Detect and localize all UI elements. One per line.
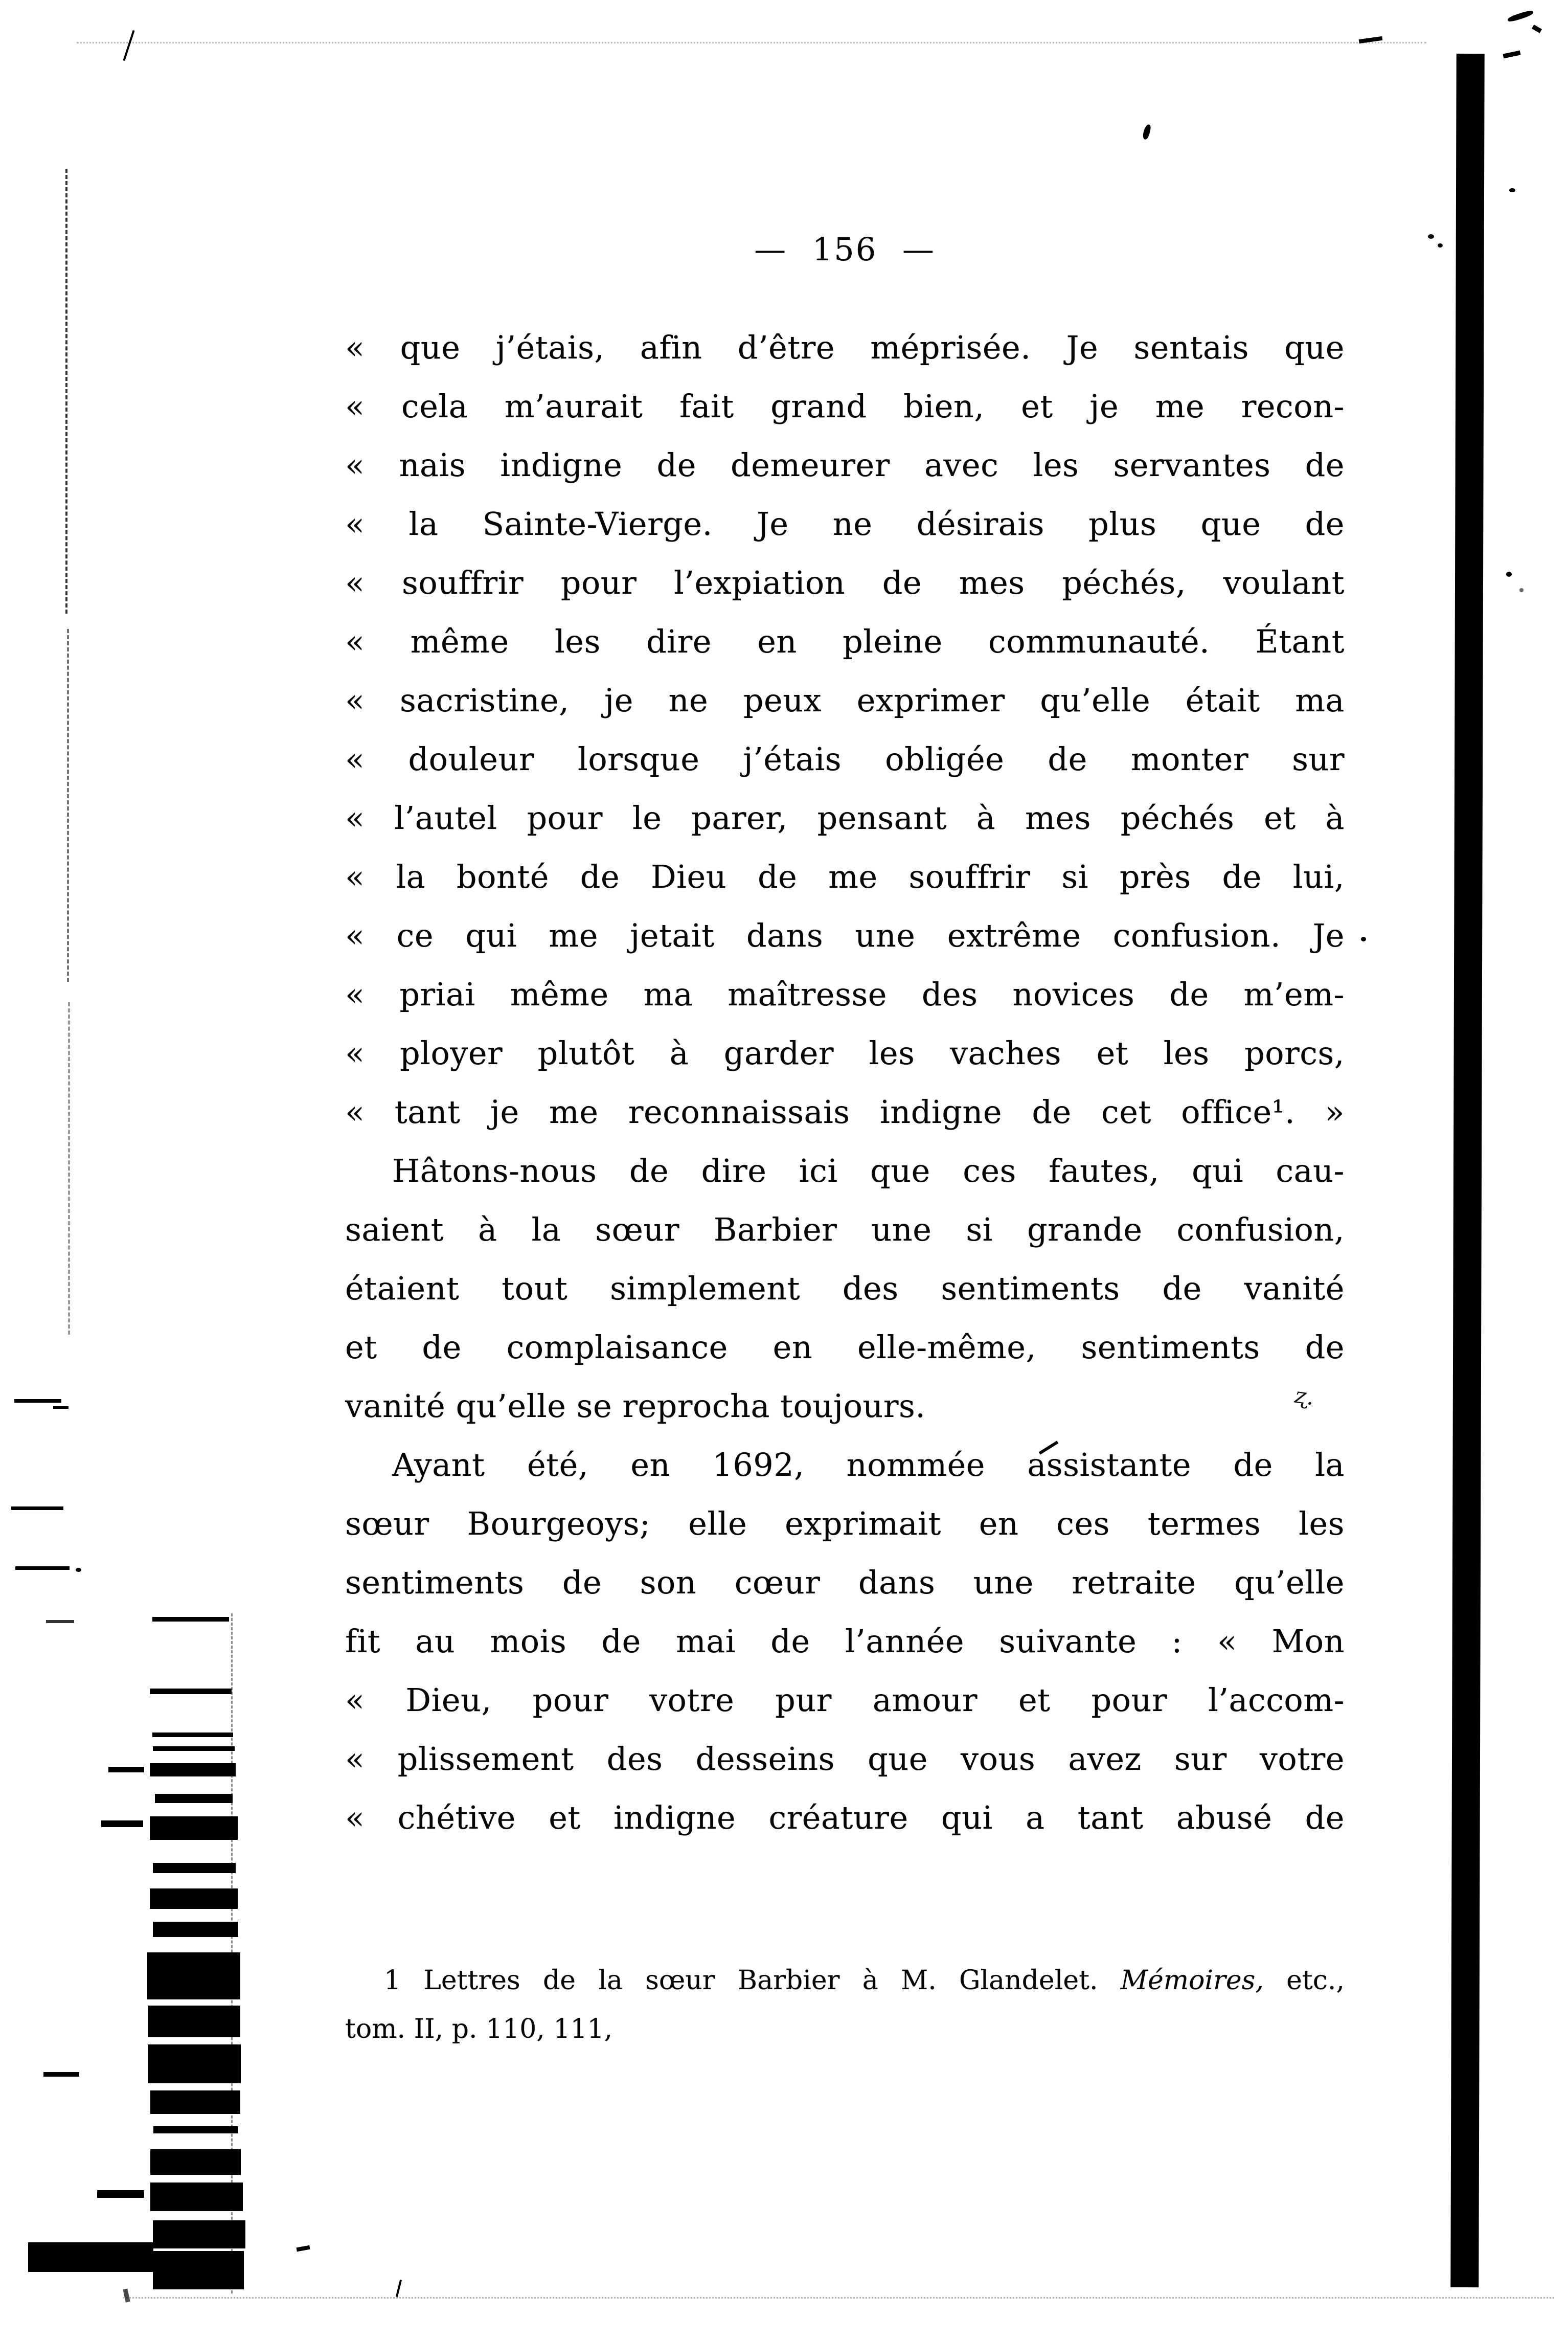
footnote-italic-title: Mémoires, (1120, 1965, 1264, 1996)
scan-artifact-speck (1506, 572, 1512, 577)
footnote-line: tom. II, p. 110, 111, (345, 2014, 613, 2044)
scan-artifact-binding (153, 2251, 244, 2289)
text-line: « que j’étais, afin d’être méprisée. Je sentais que (345, 329, 1345, 366)
text-line: « cela m’aurait fait grand bien, et je me recon- (345, 388, 1345, 425)
scan-artifact-binding (150, 2090, 240, 2114)
scan-artifact-dot-row (123, 2297, 1554, 2299)
text-line: « douleur lorsque j’étais obligée de monter sur (345, 740, 1345, 778)
scan-artifact-binding (148, 2006, 240, 2037)
scan-artifact-speck (76, 1568, 81, 1572)
scan-artifact-binding (43, 2072, 79, 2077)
scan-artifact-binding (152, 1732, 233, 1737)
scan-artifact-dot-row (77, 42, 1426, 43)
scan-artifact-speck (1507, 9, 1534, 23)
text-line: « tant je me reconnaissais indigne de cet office¹. » (345, 1093, 1345, 1131)
footnote-line (345, 1956, 1345, 2005)
text-line: et de complaisance en elle-même, sentiments de (345, 1329, 1345, 1366)
scan-artifact-binding (153, 1863, 236, 1873)
scan-artifact-dash (11, 1506, 63, 1510)
scan-artifact-speck (123, 30, 135, 61)
scan-artifact-binding (153, 1746, 235, 1751)
text-line: « plissement des desseins que vous avez sur votre (345, 1740, 1345, 1778)
scan-artifact-binding (152, 1617, 229, 1622)
text-line: « la Sainte-Vierge. Je ne désirais plus que de (345, 505, 1345, 543)
scan-artifact-binding (150, 1816, 238, 1840)
text-line: « priai même ma maîtresse des novices de m’em- (345, 976, 1345, 1013)
scan-artifact-dash (14, 1399, 61, 1403)
scan-artifact-binding (150, 2149, 241, 2175)
scan-artifact-speck (1509, 188, 1515, 192)
body-text (345, 318, 1345, 1847)
scan-artifact-dash (53, 1406, 69, 1409)
footnote-text: 1 Lettres de la sœur Barbier à M. Glandelet. (384, 1965, 1121, 1996)
scan-artifact-pen-mark (1142, 124, 1152, 140)
page-number: — 156 — (754, 231, 936, 268)
text-line: « même les dire en pleine communauté. Étant (345, 623, 1345, 660)
text-line: saient à la sœur Barbier une si grande confusion, (345, 1211, 1345, 1248)
scan-artifact-binding (97, 2190, 144, 2198)
scan-artifact-gutter-bar (1450, 54, 1484, 2287)
text-line: « Dieu, pour votre pur amour et pour l’accom- (345, 1681, 1345, 1719)
scan-artifact-binding (148, 2044, 241, 2083)
scan-artifact-speck (1519, 588, 1524, 592)
scan-artifact-fold-line (67, 629, 69, 982)
text-line: étaient tout simplement des sentiments de vanité (345, 1270, 1345, 1307)
text-line: « l’autel pour le parer, pensant à mes péchés et à (345, 799, 1345, 837)
text-line: « souffrir pour l’expiation de mes péchés, voulant (345, 564, 1345, 601)
text-line: « la bonté de Dieu de me souffrir si près de lui, (345, 858, 1345, 895)
scan-artifact-speck (1438, 243, 1443, 248)
scan-artifact-binding (153, 1922, 238, 1937)
text-line: « ployer plutôt à garder les vaches et les porcs, (345, 1034, 1345, 1072)
scan-artifact-binding (101, 1820, 143, 1827)
text-line: « chétive et indigne créature qui a tant abusé de (345, 1799, 1345, 1836)
text-line: « sacristine, je ne peux exprimer qu’elle était ma (345, 682, 1345, 719)
scan-artifact-binding (46, 1620, 74, 1623)
scan-artifact-binding (153, 2126, 238, 2133)
scan-artifact-binding (150, 1763, 236, 1776)
text-line: fit au mois de mai de l’année suivante : « Mon (345, 1623, 1345, 1660)
scan-artifact-fold-line (65, 169, 67, 614)
scan-artifact-binding (147, 1952, 240, 1999)
scan-artifact-speck (1503, 51, 1520, 59)
margin-squiggle: ʐ. (1292, 1382, 1316, 1410)
scan-artifact-speck (1428, 234, 1434, 239)
scan-artifact-binding (153, 2220, 245, 2248)
scan-artifact-speck (396, 2280, 402, 2297)
scan-artifact-speck (1361, 937, 1366, 941)
text-line: Ayant été, en 1692, nommée assistante de la (392, 1446, 1345, 1483)
text-line: sentiments de son cœur dans une retraite qu’elle (345, 1564, 1345, 1601)
text-line: sœur Bourgeoys; elle exprimait en ces termes les (345, 1505, 1345, 1542)
text-line: vanité qu’elle se reprocha toujours. (345, 1387, 926, 1425)
scan-artifact-speck (297, 2245, 310, 2252)
text-line: « nais indigne de demeurer avec les servantes de (345, 446, 1345, 484)
scan-artifact-binding (155, 1794, 233, 1803)
text-line: Hâtons-nous de dire ici que ces fautes, qui cau- (392, 1152, 1345, 1189)
footnote (345, 1956, 1345, 2054)
scan-artifact-binding (108, 1767, 144, 1772)
scan-artifact-speck (1532, 25, 1542, 33)
scan-artifact-fold-line (68, 1002, 70, 1335)
scan-artifact-binding (28, 2242, 153, 2272)
scan-artifact-binding (150, 2182, 243, 2211)
footnote-text: etc., (1263, 1965, 1345, 1996)
scan-artifact-speck (123, 2288, 130, 2302)
scan-artifact-dash (15, 1566, 70, 1570)
scan-artifact-binding (150, 1888, 238, 1909)
text-line: « ce qui me jetait dans une extrême confusion. Je (345, 917, 1345, 954)
scan-artifact-binding (150, 1689, 232, 1694)
